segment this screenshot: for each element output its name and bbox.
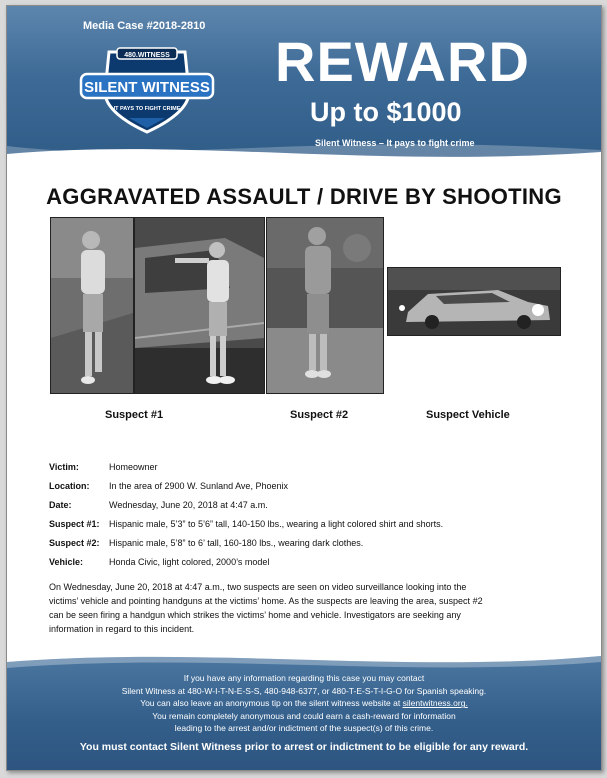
reward-eligibility-warning: You must contact Silent Witness prior to arrest or indictment to be eligible for any reward. [79,741,529,753]
suspect-1-photo-a [50,217,134,394]
narrative-line: can be seen firing a handgun which strikes the victims’ home and vehicle. Investigators are seeking any [49,610,461,620]
logo-top-text: 480.WITNESS [124,52,170,59]
detail-row-suspect-1 [49,519,443,538]
case-number: Media Case #2018-2810 [83,20,206,32]
flyer-sheet [6,5,602,771]
contact-line-website [7,697,601,710]
suspect-1-photo-b [134,217,265,394]
detail-row-date [49,500,443,519]
header-banner [7,6,601,164]
logo-slogan: IT PAYS TO FIGHT CRIME [113,106,181,112]
website-link[interactable]: silentwitness.org. [402,698,468,709]
detail-label: Location: [49,481,90,491]
detail-label: Victim: [49,462,79,472]
detail-value: Hispanic male, 5’8” to 6’ tall, 160-180 lbs., wearing dark clothes. [109,538,364,548]
detail-row-victim [49,462,443,481]
caption-suspect-1: Suspect #1 [105,409,164,421]
contact-line: You can also leave an anonymous tip on the silent witness website at [140,698,401,709]
narrative-line: information in regard to this incident. [49,624,195,634]
detail-label: Vehicle: [49,557,84,567]
detail-value: Honda Civic, light colored, 2000’s model [109,557,270,567]
contact-line: Silent Witness at 480-W-I-T-N-E-S-S, 480-948-6377, or 480-T-E-S-T-I-G-O for Spanish speaking. [121,685,487,696]
suspect-2-photo [266,217,384,394]
reward-title: REWARD [275,30,530,93]
detail-value: Homeowner [109,462,158,472]
logo-name: SILENT WITNESS [84,79,210,96]
caption-suspect-2: Suspect #2 [290,409,349,421]
silent-witness-logo [77,38,217,138]
detail-row-location [49,481,443,500]
reward-amount: Up to $1000 [310,97,462,127]
contact-info [7,672,601,735]
narrative-line: On Wednesday, June 20, 2018 at 4:47 a.m., two suspects are seen on video surveillance looking into the [49,582,467,592]
detail-value: In the area of 2900 W. Sunland Ave, Phoenix [109,481,288,491]
case-details [49,462,443,576]
contact-line: If you have any information regarding this case you may contact [183,673,425,683]
contact-line: You remain completely anonymous and could earn a cash-reward for information [152,710,456,721]
detail-value: Hispanic male, 5’3” to 5’6” tall, 140-150 lbs., wearing a light colored shirt and shorts. [109,519,444,529]
footer-banner [7,646,601,770]
suspect-vehicle-photo [387,267,561,336]
caption-suspect-vehicle: Suspect Vehicle [426,409,510,421]
detail-row-vehicle [49,557,443,576]
contact-line: leading to the arrest and/or indictment of the suspect(s) of this crime. [174,723,434,734]
detail-row-suspect-2 [49,538,443,557]
incident-narrative [49,580,569,636]
tagline: Silent Witness – It pays to fight crime [315,138,475,148]
detail-label: Date: [49,500,72,510]
detail-value: Wednesday, June 20, 2018 at 4:47 a.m. [109,500,268,510]
detail-label: Suspect #2: [49,538,100,548]
detail-label: Suspect #1: [49,519,100,529]
footer-wave [7,646,601,672]
narrative-line: victims’ vehicle and pointing handguns at the victims’ home. As the suspects are leaving the area, suspect #2 [49,596,483,606]
crime-title: AGGRAVATED ASSAULT / DRIVE BY SHOOTING [46,184,562,209]
